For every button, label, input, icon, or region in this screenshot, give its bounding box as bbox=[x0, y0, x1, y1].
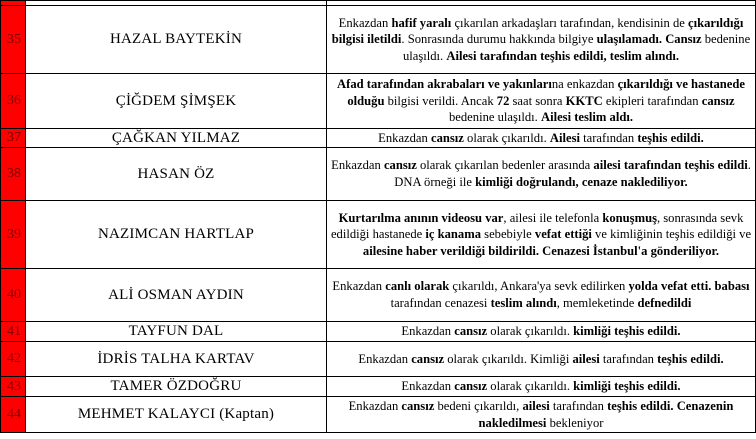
plain-text: bedeni çıkarıldı, bbox=[434, 398, 523, 413]
person-name: ÇİĞDEM ŞİMŞEK bbox=[26, 74, 327, 129]
plain-text: Enkazdan bbox=[378, 130, 431, 145]
emphasis-text: vefat ettiği bbox=[534, 227, 592, 242]
plain-text: , memleketinde bbox=[556, 296, 638, 310]
status-description bbox=[327, 201, 756, 269]
person-name: İDRİS TALHA KARTAV bbox=[26, 342, 327, 377]
emphasis-text: ailesi bbox=[522, 398, 550, 413]
plain-text: tarafından bbox=[599, 351, 658, 366]
status-description bbox=[327, 377, 756, 397]
plain-text: bilgisi verildi. Ancak bbox=[384, 93, 497, 108]
emphasis-text: Ailesi tarafından teşhis edildi, teslim alındı. bbox=[446, 48, 680, 63]
plain-text: tarafından bbox=[549, 398, 608, 413]
plain-text: bekleniyor bbox=[546, 415, 604, 430]
emphasis-text: yolda vefat etti. bbox=[628, 279, 712, 294]
status-description bbox=[327, 397, 756, 433]
emphasis-text: konuşmuş bbox=[602, 210, 657, 225]
plain-text: Enkazdan bbox=[401, 324, 455, 339]
emphasis-text: Ailesi teslim aldı. bbox=[540, 110, 633, 125]
status-description bbox=[327, 74, 756, 129]
person-name: HAZAL BAYTEKİN bbox=[26, 6, 327, 74]
plain-text: çıkarıldı, Ankara'ya sevk edilirken bbox=[449, 279, 629, 294]
row-number: 36 bbox=[1, 74, 26, 129]
plain-text: olarak çıkarıldı. bbox=[487, 324, 574, 339]
status-description bbox=[327, 129, 756, 148]
row-number: 44 bbox=[1, 397, 26, 433]
row-number: 42 bbox=[1, 342, 26, 377]
emphasis-text: teşhis edildi. Cenazenin nakledilmesi bbox=[478, 398, 734, 430]
emphasis-text: cansız bbox=[401, 398, 435, 413]
person-name: NAZIMCAN HARTLAP bbox=[26, 201, 327, 269]
table-row bbox=[1, 322, 756, 342]
emphasis-text: ailesine haber verildiği bildirildi. Cenazesi İstanbul'a gönderiliyor. bbox=[362, 243, 720, 258]
emphasis-text: cansız bbox=[454, 379, 488, 394]
status-description bbox=[327, 6, 756, 74]
emphasis-text: ailesi bbox=[572, 351, 600, 366]
plain-text: bedenine ulaşıldı. bbox=[402, 32, 751, 63]
plain-text: olarak çıkarıldı. bbox=[487, 379, 574, 394]
row-number: 38 bbox=[1, 148, 26, 201]
emphasis-text: canlı olarak bbox=[385, 279, 450, 294]
emphasis-text: ulaşılamadı. bbox=[596, 32, 663, 47]
table-row bbox=[1, 201, 756, 269]
plain-text: ekipleri tarafından bbox=[602, 93, 702, 108]
emphasis-text: KKTC bbox=[565, 93, 603, 108]
person-name: MEHMET KALAYCI (Kaptan) bbox=[26, 397, 327, 433]
emphasis-text: teşhis edildi. bbox=[657, 351, 724, 366]
emphasis-text: cansız bbox=[430, 130, 464, 145]
plain-text: Enkazdan bbox=[348, 398, 402, 413]
row-number: 35 bbox=[1, 6, 26, 74]
table-row bbox=[1, 148, 756, 201]
row-number: 37 bbox=[1, 129, 26, 148]
row-number: 43 bbox=[1, 377, 26, 397]
status-description bbox=[327, 322, 756, 342]
emphasis-text: Afad tarafından akrabaları ve yakınları bbox=[337, 77, 552, 92]
emphasis-text: iç kanama bbox=[425, 227, 482, 242]
plain-text: saat sonra bbox=[509, 93, 566, 108]
plain-text: Enkazdan bbox=[332, 279, 386, 294]
plain-text: , ailesi ile telefonla bbox=[503, 210, 603, 225]
emphasis-text: cansız bbox=[411, 351, 445, 366]
plain-text: sebebiyle bbox=[481, 227, 535, 242]
emphasis-text: cansız bbox=[701, 93, 735, 108]
table-row bbox=[1, 129, 756, 148]
person-name: TAYFUN DAL bbox=[26, 322, 327, 342]
plain-text: . DNA örneği ile bbox=[394, 158, 751, 189]
row-number: 41 bbox=[1, 322, 26, 342]
plain-text: ve kimliğinin teşhis edildiği ve bbox=[591, 227, 752, 242]
emphasis-text: cansız bbox=[383, 158, 417, 173]
emphasis-text: çıkarıldığı bilgisi iletildi bbox=[331, 15, 744, 47]
emphasis-text: defnedildi bbox=[637, 296, 692, 310]
row-number: 39 bbox=[1, 201, 26, 269]
person-name: HASAN ÖZ bbox=[26, 148, 327, 201]
plain-text: olarak çıkarıldı. Kimliği bbox=[444, 351, 573, 366]
emphasis-text: kimliği teşhis edildi. bbox=[573, 324, 681, 339]
plain-text: , sonrasında sevk edildiği hastanede bbox=[330, 210, 744, 242]
plain-text: Enkazdan bbox=[358, 351, 412, 366]
table-row bbox=[1, 342, 756, 377]
status-description bbox=[327, 342, 756, 377]
emphasis-text: teslim alındı bbox=[490, 296, 557, 310]
emphasis-text: 72 bbox=[496, 93, 510, 108]
plain-text: na enkazdan bbox=[551, 77, 618, 92]
emphasis-text: Ailesi bbox=[549, 130, 580, 145]
status-description bbox=[327, 269, 756, 322]
emphasis-text: kimliği doğrulandı, cenaze naklediliyor. bbox=[475, 175, 688, 189]
plain-text: olarak çıkarılan bedenler arasında bbox=[416, 158, 594, 173]
plain-text: çıkarılan arkadaşları tarafından, kendisinin de bbox=[451, 15, 689, 30]
emphasis-text: ailesi tarafından teşhis edildi bbox=[593, 158, 748, 173]
row-number: 40 bbox=[1, 269, 26, 322]
plain-text: tarafından cenazesi bbox=[390, 296, 491, 310]
plain-text: olarak çıkarıldı. bbox=[463, 130, 550, 145]
emphasis-text: babası bbox=[714, 279, 750, 294]
plain-text: Enkazdan bbox=[338, 15, 392, 30]
plain-text: tarafından bbox=[580, 130, 638, 145]
status-description bbox=[327, 148, 756, 201]
emphasis-text: Cansız bbox=[665, 32, 702, 47]
emphasis-text: cansız bbox=[454, 324, 488, 339]
emphasis-text: hafif yaralı bbox=[391, 15, 452, 30]
table-row bbox=[1, 6, 756, 74]
table-row bbox=[1, 397, 756, 433]
table-row bbox=[1, 269, 756, 322]
emphasis-text: kimliği teşhis edildi. bbox=[573, 379, 681, 394]
table-row bbox=[1, 74, 756, 129]
emphasis-text: Kurtarılma anının videosu var bbox=[338, 210, 504, 225]
person-name: ÇAĞKAN YILMAZ bbox=[26, 129, 327, 148]
emphasis-text: çıkarıldığı ve hastanede olduğu bbox=[347, 77, 745, 108]
person-name: ALİ OSMAN AYDIN bbox=[26, 269, 327, 322]
table-row bbox=[1, 377, 756, 397]
person-name: TAMER ÖZDOĞRU bbox=[26, 377, 327, 397]
emphasis-text: teşhis edildi. bbox=[637, 130, 704, 145]
plain-text: bedenine ulaşıldı. bbox=[449, 110, 541, 125]
plain-text: Enkazdan bbox=[331, 158, 384, 173]
plain-text: . Sonrasında durumu hakkında bilgiye bbox=[401, 32, 597, 47]
plain-text: Enkazdan bbox=[401, 379, 455, 394]
